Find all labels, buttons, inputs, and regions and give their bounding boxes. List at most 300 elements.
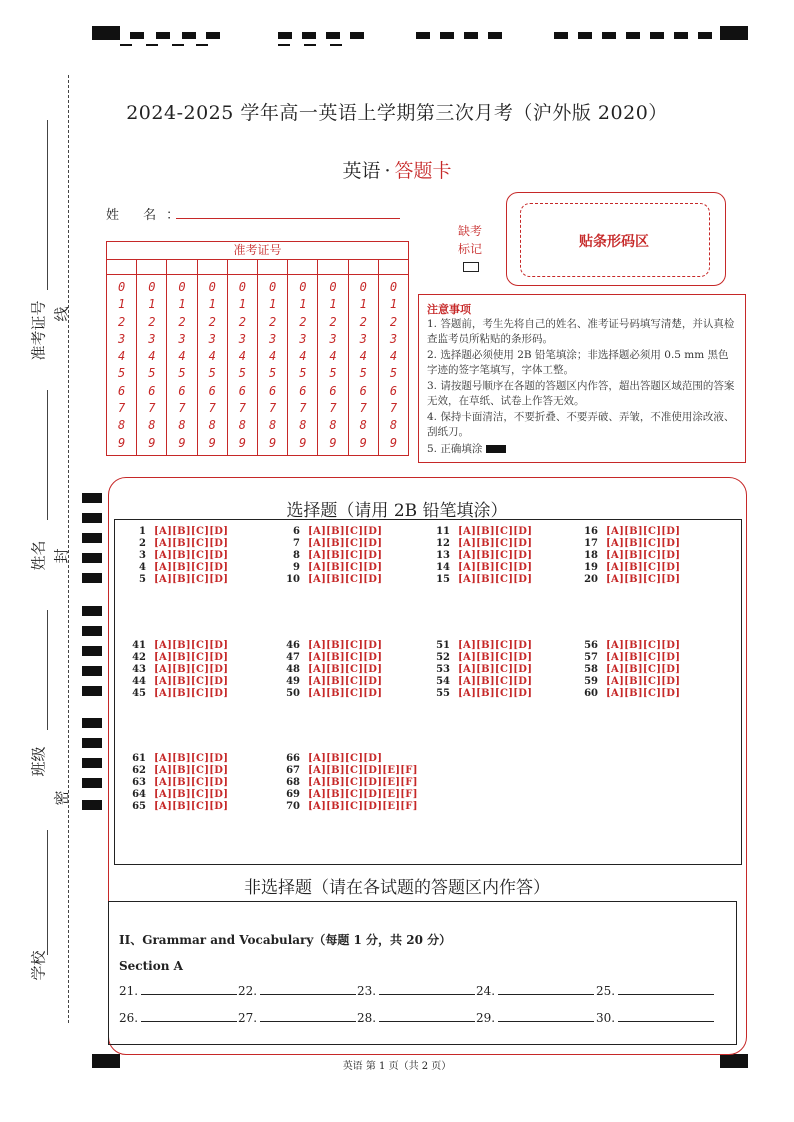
exam-digit-bubble[interactable]: 8 — [269, 418, 277, 433]
exam-digit-bubble[interactable]: 4 — [389, 349, 398, 364]
answer-bubbles[interactable]: [A][B][C][D] — [308, 688, 383, 699]
exam-digit-bubble[interactable]: 8 — [148, 418, 156, 433]
exam-digit-bubble[interactable]: 9 — [359, 435, 367, 450]
side-timing-mark — [82, 738, 102, 748]
exam-number-column — [349, 275, 379, 455]
exam-digit-bubble[interactable]: 2 — [389, 314, 398, 329]
answer-bubbles[interactable]: [A][B][C][D] — [458, 574, 533, 585]
exam-digit-bubble[interactable]: 3 — [238, 331, 247, 346]
exam-digit-bubble[interactable]: 4 — [178, 349, 186, 364]
question-number: 4 — [139, 562, 146, 573]
exam-digit-bubble[interactable]: 9 — [208, 435, 216, 450]
exam-digit-bubble[interactable]: 1 — [148, 297, 156, 312]
timing-dash — [130, 32, 144, 39]
exam-digit-bubble[interactable]: 0 — [359, 280, 367, 294]
exam-number-box[interactable] — [167, 260, 197, 274]
timing-dash — [674, 32, 688, 39]
mc-question-row — [432, 652, 532, 664]
answer-bubbles[interactable]: [A][B][C][D] — [308, 676, 383, 687]
exam-number-label: 准考证号 — [107, 242, 408, 260]
question-number: 6 — [293, 526, 300, 537]
exam-digit-bubble[interactable]: 9 — [299, 435, 307, 450]
exam-digit-bubble[interactable]: 0 — [148, 280, 156, 294]
exam-digit-bubble[interactable]: 0 — [178, 280, 186, 294]
blank-line[interactable] — [260, 984, 356, 995]
exam-digit-bubble[interactable]: 0 — [299, 280, 307, 294]
absent-checkbox[interactable] — [463, 262, 479, 272]
mc-question-row — [128, 676, 228, 688]
exam-number-column — [228, 275, 258, 455]
answer-bubbles[interactable]: [A][B][C][D] — [606, 538, 681, 549]
exam-digit-bubble[interactable]: 7 — [148, 401, 156, 416]
question-number: 44 — [132, 676, 146, 687]
exam-digit-bubble[interactable]: 8 — [359, 418, 367, 433]
answer-bubbles[interactable]: [A][B][C][D] — [308, 574, 383, 585]
answer-bubbles[interactable]: [A][B][C][D] — [154, 801, 229, 812]
question-number: 57 — [584, 652, 598, 663]
answer-card-label: 答题卡 — [394, 160, 452, 182]
exam-digit-bubble[interactable]: 0 — [117, 280, 126, 294]
exam-digit-bubble[interactable]: 9 — [178, 435, 186, 450]
exam-digit-bubble[interactable]: 3 — [208, 331, 216, 346]
mc-question-row — [432, 640, 532, 652]
question-number: 62 — [132, 765, 146, 776]
exam-number-column — [288, 275, 318, 455]
exam-digit-bubble[interactable]: 4 — [208, 349, 216, 364]
exam-digit-bubble[interactable]: 9 — [389, 435, 398, 450]
timing-dash — [302, 32, 316, 39]
question-number: 54 — [436, 676, 450, 687]
side-timing-mark — [82, 758, 102, 768]
absent-label-line2: 标记 — [457, 242, 482, 256]
exam-digit-bubble[interactable]: 2 — [178, 314, 186, 329]
timing-underline — [304, 44, 316, 46]
exam-number-box[interactable] — [258, 260, 288, 274]
exam-digit-bubble[interactable]: 1 — [238, 297, 247, 312]
answer-bubbles[interactable]: [A][B][C][D] — [154, 526, 229, 537]
side-timing-mark — [82, 606, 102, 616]
answer-bubbles[interactable]: [A][B][C][D] — [154, 789, 229, 800]
answer-bubbles[interactable]: [A][B][C][D] — [606, 676, 681, 687]
timing-dash — [464, 32, 478, 39]
exam-number-box[interactable] — [318, 260, 348, 274]
answer-bubbles[interactable]: [A][B][C][D] — [458, 526, 533, 537]
exam-digit-bubble[interactable]: 7 — [299, 401, 307, 416]
answer-bubbles[interactable]: [A][B][C][D] — [458, 664, 533, 675]
answer-bubbles[interactable]: [A][B][C][D] — [458, 652, 533, 663]
question-number: 46 — [286, 640, 300, 651]
blank-number: 21. — [119, 984, 139, 998]
answer-bubbles[interactable]: [A][B][C][D] — [308, 652, 383, 663]
answer-bubbles[interactable]: [A][B][C][D] — [606, 688, 681, 699]
exam-number-box[interactable] — [288, 260, 318, 274]
exam-digit-bubble[interactable]: 2 — [148, 314, 156, 329]
timing-underline — [196, 44, 208, 46]
exam-digit-bubble[interactable]: 7 — [238, 401, 247, 416]
blank-number: 25. — [596, 984, 616, 998]
blank-field[interactable] — [476, 984, 594, 998]
timing-dash — [488, 32, 502, 39]
exam-digit-bubble[interactable]: 4 — [269, 349, 277, 364]
exam-digit-bubble[interactable]: 3 — [299, 331, 307, 346]
blank-line[interactable] — [379, 984, 475, 995]
side-timing-mark — [82, 778, 102, 788]
exam-digit-bubble[interactable]: 1 — [329, 297, 337, 312]
blank-field[interactable] — [357, 1011, 475, 1025]
question-number: 61 — [132, 753, 146, 764]
question-number: 51 — [436, 640, 450, 651]
side-timing-mark — [82, 686, 102, 696]
answer-bubbles[interactable]: [A][B][C][D] — [154, 574, 229, 585]
exam-digit-bubble[interactable]: 7 — [359, 401, 367, 416]
answer-bubbles[interactable]: [A][B][C][D] — [458, 676, 533, 687]
mc-question-row — [432, 574, 532, 586]
side-label-exam-no: 准考证号 — [29, 300, 48, 361]
answer-bubbles[interactable]: [A][B][C][D] — [308, 550, 383, 561]
timing-dash — [206, 32, 220, 39]
exam-digit-bubble[interactable]: 8 — [389, 418, 398, 433]
side-timing-mark — [82, 666, 102, 676]
timing-dash — [350, 32, 364, 39]
blank-field[interactable] — [476, 1011, 594, 1025]
answer-bubbles[interactable]: [A][B][C][D] — [606, 652, 681, 663]
mc-question-row — [432, 526, 532, 538]
exam-digit-bubble[interactable]: 0 — [208, 280, 216, 294]
exam-digit-bubble[interactable]: 9 — [238, 435, 247, 450]
exam-digit-bubble[interactable]: 8 — [178, 418, 186, 433]
mc-question-row — [432, 550, 532, 562]
question-number: 41 — [132, 640, 146, 651]
exam-digit-bubble[interactable]: 5 — [117, 366, 126, 381]
mc-question-row — [128, 765, 228, 777]
mc-question-row — [128, 574, 228, 586]
corner-mark-top-left — [92, 26, 120, 40]
answer-bubbles[interactable]: [A][B][C][D] — [458, 538, 533, 549]
answer-bubbles[interactable]: [A][B][C][D] — [154, 676, 229, 687]
answer-bubbles[interactable]: [A][B][C][D] — [154, 765, 229, 776]
exam-digit-bubble[interactable]: 5 — [299, 366, 307, 381]
exam-digit-bubble[interactable]: 8 — [117, 418, 126, 433]
exam-digit-bubble[interactable]: 7 — [178, 401, 186, 416]
side-timing-mark — [82, 626, 102, 636]
blank-line[interactable] — [141, 1011, 237, 1022]
answer-bubbles[interactable]: [A][B][C][D][E][F] — [308, 801, 418, 812]
question-number: 43 — [132, 664, 146, 675]
mc-title: 选择题（请用 2B 铅笔填涂） — [286, 501, 508, 521]
timing-underline — [172, 44, 184, 46]
exam-digit-bubble[interactable]: 1 — [389, 297, 398, 312]
blank-number: 29. — [476, 1011, 496, 1025]
answer-bubbles[interactable]: [A][B][C][D] — [308, 753, 383, 764]
timing-underline — [278, 44, 290, 46]
answer-bubbles[interactable]: [A][B][C][D] — [154, 652, 229, 663]
mc-question-row — [128, 664, 228, 676]
mc-question-row — [128, 777, 228, 789]
question-number: 65 — [132, 801, 146, 812]
exam-number-column — [318, 275, 348, 455]
exam-digit-bubble[interactable]: 8 — [238, 418, 247, 433]
answer-bubbles[interactable]: [A][B][C][D] — [308, 538, 383, 549]
card-title — [0, 156, 794, 183]
timing-dash — [626, 32, 640, 39]
question-number: 1 — [139, 526, 146, 537]
barcode-label: 贴条形码区 — [579, 234, 649, 250]
question-number: 48 — [286, 664, 300, 675]
answer-bubbles[interactable]: [A][B][C][D] — [458, 550, 533, 561]
blank-line[interactable] — [498, 1011, 594, 1022]
exam-digit-bubble[interactable]: 5 — [269, 366, 277, 381]
question-number: 18 — [584, 550, 598, 561]
answer-bubbles[interactable]: [A][B][C][D][E][F] — [308, 777, 418, 788]
exam-number-column — [379, 275, 408, 455]
answer-bubbles[interactable]: [A][B][C][D][E][F] — [308, 765, 418, 776]
mc-question-row — [580, 676, 680, 688]
exam-digit-bubble[interactable]: 5 — [178, 366, 186, 381]
mc-question-row — [282, 574, 382, 586]
blank-field[interactable] — [238, 1011, 356, 1025]
question-number: 55 — [436, 688, 450, 699]
name-field[interactable] — [176, 218, 400, 219]
answer-bubbles[interactable]: [A][B][C][D] — [308, 562, 383, 573]
exam-digit-bubble[interactable]: 3 — [117, 331, 126, 346]
exam-digit-bubble[interactable]: 4 — [117, 349, 126, 364]
title-dot: · — [384, 160, 391, 182]
answer-bubbles[interactable]: [A][B][C][D] — [308, 526, 383, 537]
question-number: 15 — [436, 574, 450, 585]
blank-line[interactable] — [618, 984, 714, 995]
exam-digit-bubble[interactable]: 1 — [117, 297, 126, 312]
exam-digit-bubble[interactable]: 7 — [117, 401, 126, 416]
side-timing-mark — [82, 553, 102, 563]
mc-question-row — [432, 538, 532, 550]
correct-fill-sample — [486, 445, 506, 453]
exam-digit-bubble[interactable]: 6 — [238, 383, 247, 398]
exam-digit-bubble[interactable]: 1 — [299, 297, 307, 312]
exam-digit-bubble[interactable]: 2 — [359, 314, 367, 329]
exam-digit-bubble[interactable]: 1 — [208, 297, 216, 312]
exam-digit-bubble[interactable]: 6 — [208, 383, 216, 398]
exam-digit-bubble[interactable]: 2 — [329, 314, 337, 329]
exam-digit-bubble[interactable]: 5 — [238, 366, 247, 381]
exam-number-bubbles[interactable] — [107, 275, 408, 455]
exam-number-box[interactable] — [107, 260, 137, 274]
answer-bubbles[interactable]: [A][B][C][D] — [308, 640, 383, 651]
question-number: 53 — [436, 664, 450, 675]
exam-digit-bubble[interactable]: 6 — [148, 383, 156, 398]
exam-digit-bubble[interactable]: 5 — [208, 366, 216, 381]
mc-question-row — [580, 526, 680, 538]
exam-digit-bubble[interactable]: 9 — [329, 435, 337, 450]
exam-digit-bubble[interactable]: 9 — [269, 435, 277, 450]
side-label-school: 学校 — [29, 950, 48, 981]
answer-bubbles[interactable]: [A][B][C][D] — [154, 688, 229, 699]
exam-digit-bubble[interactable]: 9 — [148, 435, 156, 450]
exam-digit-bubble[interactable]: 9 — [117, 435, 126, 450]
answer-bubbles[interactable]: [A][B][C][D] — [154, 777, 229, 788]
mc-question-row — [128, 753, 228, 765]
exam-digit-bubble[interactable]: 6 — [299, 383, 307, 398]
exam-digit-bubble[interactable]: 3 — [178, 331, 186, 346]
exam-digit-bubble[interactable]: 3 — [359, 331, 367, 346]
exam-digit-bubble[interactable]: 6 — [359, 383, 367, 398]
exam-digit-bubble[interactable]: 3 — [389, 331, 398, 346]
answer-bubbles[interactable]: [A][B][C][D] — [154, 562, 229, 573]
exam-digit-bubble[interactable]: 4 — [329, 349, 337, 364]
side-timing-mark — [82, 573, 102, 583]
exam-digit-bubble[interactable]: 3 — [269, 331, 277, 346]
exam-digit-bubble[interactable]: 2 — [238, 314, 247, 329]
exam-digit-bubble[interactable]: 5 — [148, 366, 156, 381]
blank-line[interactable] — [141, 984, 237, 995]
question-number: 7 — [293, 538, 300, 549]
answer-bubbles[interactable]: [A][B][C][D] — [308, 664, 383, 675]
side-label-secret: 密 — [52, 790, 71, 806]
timing-dash — [650, 32, 664, 39]
exam-number-write-boxes[interactable] — [107, 260, 408, 275]
answer-bubbles[interactable]: [A][B][C][D] — [154, 640, 229, 651]
blank-field[interactable] — [596, 1011, 714, 1025]
mc-question-row — [580, 550, 680, 562]
mc-question-row — [128, 789, 228, 801]
blank-line[interactable] — [498, 984, 594, 995]
question-number: 11 — [436, 526, 450, 537]
question-number: 17 — [584, 538, 598, 549]
notes-item-5 — [427, 442, 739, 457]
exam-digit-bubble[interactable]: 5 — [359, 366, 367, 381]
exam-digit-bubble[interactable]: 1 — [269, 297, 277, 312]
exam-digit-bubble[interactable]: 7 — [208, 401, 216, 416]
exam-digit-bubble[interactable]: 7 — [329, 401, 337, 416]
timing-dash — [182, 32, 196, 39]
exam-digit-bubble[interactable]: 8 — [208, 418, 216, 433]
exam-digit-bubble[interactable]: 6 — [269, 383, 277, 398]
side-timing-mark — [82, 800, 102, 810]
answer-bubbles[interactable]: [A][B][C][D][E][F] — [308, 789, 418, 800]
question-number: 42 — [132, 652, 146, 663]
answer-bubbles[interactable]: [A][B][C][D] — [606, 550, 681, 561]
exam-digit-bubble[interactable]: 0 — [238, 280, 247, 294]
exam-digit-bubble[interactable]: 4 — [359, 349, 367, 364]
timing-dash — [416, 32, 430, 39]
mc-question-row — [128, 526, 228, 538]
blank-number: 30. — [596, 1011, 616, 1025]
side-label-seal: 封 — [52, 548, 71, 564]
blank-line[interactable] — [379, 1011, 475, 1022]
question-number: 69 — [286, 789, 300, 800]
timing-dash — [440, 32, 454, 39]
exam-digit-bubble[interactable]: 7 — [269, 401, 277, 416]
question-number: 64 — [132, 789, 146, 800]
exam-digit-bubble[interactable]: 1 — [178, 297, 186, 312]
question-number: 12 — [436, 538, 450, 549]
blank-field[interactable] — [357, 984, 475, 998]
mc-question-row — [282, 538, 382, 550]
answer-bubbles[interactable]: [A][B][C][D] — [458, 562, 533, 573]
blank-field[interactable] — [238, 984, 356, 998]
question-number: 5 — [139, 574, 146, 585]
side-timing-mark — [82, 646, 102, 656]
exam-number-box[interactable] — [349, 260, 379, 274]
answer-bubbles[interactable]: [A][B][C][D] — [154, 664, 229, 675]
notes-item-4: 4. 保持卡面清洁，不要折叠、不要弄破、弄皱，不准使用涂改液、刮纸刀。 — [427, 411, 735, 438]
side-label-class: 班级 — [29, 746, 48, 777]
exam-number-box[interactable] — [198, 260, 228, 274]
notes-box — [418, 294, 746, 463]
exam-digit-bubble[interactable]: 1 — [359, 297, 367, 312]
exam-digit-bubble[interactable]: 7 — [389, 401, 398, 416]
exam-digit-bubble[interactable]: 5 — [389, 366, 398, 381]
blank-field[interactable] — [596, 984, 714, 998]
exam-digit-bubble[interactable]: 3 — [329, 331, 337, 346]
mc-question-row — [128, 688, 228, 700]
exam-digit-bubble[interactable]: 0 — [329, 280, 337, 294]
blank-number: 22. — [238, 984, 258, 998]
mc-question-row — [128, 640, 228, 652]
absent-label-line1: 缺考 — [457, 224, 482, 238]
mc-question-row — [432, 676, 532, 688]
exam-digit-bubble[interactable]: 2 — [117, 314, 126, 329]
mc-question-row — [282, 550, 382, 562]
question-number: 67 — [286, 765, 300, 776]
question-number: 3 — [139, 550, 146, 561]
blank-line[interactable] — [260, 1011, 356, 1022]
answer-bubbles[interactable]: [A][B][C][D] — [154, 753, 229, 764]
exam-number-box[interactable] — [379, 260, 408, 274]
timing-dash — [278, 32, 292, 39]
answer-bubbles[interactable]: [A][B][C][D] — [606, 562, 681, 573]
exam-digit-bubble[interactable]: 0 — [389, 280, 398, 294]
exam-digit-bubble[interactable]: 2 — [299, 314, 307, 329]
mc-question-row — [432, 688, 532, 700]
answer-bubbles[interactable]: [A][B][C][D] — [154, 538, 229, 549]
answer-bubbles[interactable]: [A][B][C][D] — [606, 664, 681, 675]
exam-digit-bubble[interactable]: 6 — [389, 383, 398, 398]
answer-bubbles[interactable]: [A][B][C][D] — [606, 640, 681, 651]
exam-digit-bubble[interactable]: 8 — [299, 418, 307, 433]
answer-bubbles[interactable]: [A][B][C][D] — [606, 574, 681, 585]
exam-digit-bubble[interactable]: 8 — [329, 418, 337, 433]
mc-question-row — [282, 652, 382, 664]
question-number: 63 — [132, 777, 146, 788]
answer-bubbles[interactable]: [A][B][C][D] — [458, 688, 533, 699]
exam-digit-bubble[interactable]: 6 — [178, 383, 186, 398]
question-number: 19 — [584, 562, 598, 573]
exam-digit-bubble[interactable]: 6 — [329, 383, 337, 398]
exam-digit-bubble[interactable]: 3 — [148, 331, 156, 346]
answer-bubbles[interactable]: [A][B][C][D] — [606, 526, 681, 537]
timing-dash — [326, 32, 340, 39]
mc-question-row — [282, 753, 382, 765]
exam-number-box[interactable] — [228, 260, 258, 274]
question-number: 9 — [293, 562, 300, 573]
blank-field[interactable] — [119, 984, 237, 998]
exam-digit-bubble[interactable]: 2 — [269, 314, 277, 329]
exam-digit-bubble[interactable]: 0 — [269, 280, 277, 294]
answer-bubbles[interactable]: [A][B][C][D] — [154, 550, 229, 561]
exam-digit-bubble[interactable]: 4 — [299, 349, 307, 364]
question-number: 10 — [286, 574, 300, 585]
blank-line[interactable] — [618, 1011, 714, 1022]
absent-label — [452, 222, 488, 258]
answer-bubbles[interactable]: [A][B][C][D] — [458, 640, 533, 651]
exam-number-box[interactable] — [137, 260, 167, 274]
exam-digit-bubble[interactable]: 5 — [329, 366, 337, 381]
exam-digit-bubble[interactable]: 4 — [238, 349, 247, 364]
exam-digit-bubble[interactable]: 4 — [148, 349, 156, 364]
exam-digit-bubble[interactable]: 2 — [208, 314, 216, 329]
blank-field[interactable] — [119, 1011, 237, 1025]
exam-digit-bubble[interactable]: 6 — [117, 383, 126, 398]
